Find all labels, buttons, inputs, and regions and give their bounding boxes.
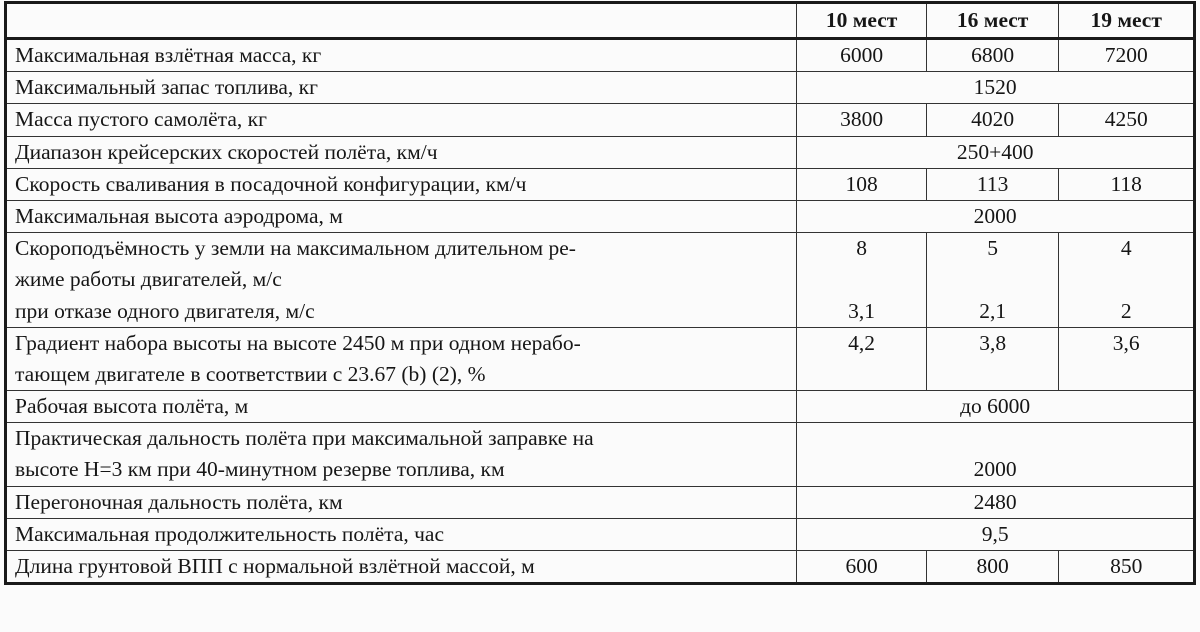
merged-value-line: 1520 xyxy=(973,75,1017,100)
table-row xyxy=(6,200,1195,232)
merged-value-line: 2000 xyxy=(973,203,1017,228)
merged-value xyxy=(797,518,1195,550)
parameter-label-line: Скорость сваливания в посадочной конфигурации, км/ч xyxy=(15,171,527,196)
merged-value-line: 250+400 xyxy=(956,139,1034,164)
header-10-seats: 10 мест xyxy=(797,3,927,39)
value-cell-line: 118 xyxy=(1110,171,1142,196)
merged-value xyxy=(797,423,1195,486)
value-cell xyxy=(1059,104,1195,136)
parameter-label-line: Максимальный запас топлива, кг xyxy=(15,75,318,100)
parameter-label-line: Максимальная высота аэродрома, м xyxy=(15,203,343,228)
value-cell-line: 7200 xyxy=(1104,43,1148,67)
value-cell-line: 2,1 xyxy=(979,298,1007,323)
table-row xyxy=(6,518,1195,550)
value-cell-line: 6800 xyxy=(971,43,1015,67)
merged-value-line: 9,5 xyxy=(981,521,1009,546)
value-cell xyxy=(797,168,927,200)
parameter-label xyxy=(6,327,797,390)
merged-value xyxy=(797,391,1195,423)
value-cell xyxy=(926,327,1059,390)
merged-value-line: до 6000 xyxy=(960,394,1031,419)
value-cell xyxy=(926,104,1059,136)
value-cell xyxy=(926,39,1059,72)
value-cell-line xyxy=(805,359,918,390)
table-row xyxy=(6,423,1195,486)
value-cell xyxy=(926,233,1059,328)
value-cell-line: 3800 xyxy=(840,107,884,132)
value-cell-line: 3,1 xyxy=(848,298,876,323)
parameter-label-line: тающем двигателе в соответствии с 23.67 (b) (2), % xyxy=(15,361,486,386)
merged-value-line xyxy=(805,423,1185,454)
header-16-seats: 16 мест xyxy=(926,3,1059,39)
table-row xyxy=(6,39,1195,72)
value-cell-line: 5 xyxy=(987,236,999,261)
parameter-label xyxy=(6,168,797,200)
merged-value xyxy=(797,136,1195,168)
parameter-label-line: Масса пустого самолёта, кг xyxy=(15,107,267,132)
parameter-label-line: Максимальная продолжительность полёта, час xyxy=(15,521,445,546)
table-row xyxy=(6,233,1195,328)
value-cell-line xyxy=(935,264,1051,295)
merged-value xyxy=(797,486,1195,518)
value-cell xyxy=(926,168,1059,200)
value-cell-line: 4,2 xyxy=(848,330,876,355)
value-cell xyxy=(797,551,927,584)
parameter-label-line: Рабочая высота полёта, м xyxy=(15,394,249,419)
header-parameter xyxy=(6,3,797,39)
value-cell-line: 2 xyxy=(1120,298,1132,323)
value-cell-line: 3,6 xyxy=(1112,330,1140,355)
parameter-label xyxy=(6,104,797,136)
parameter-label-line: Длина грунтовой ВПП с нормальной взлётной массой, м xyxy=(15,554,535,578)
table-row xyxy=(6,327,1195,390)
parameter-label xyxy=(6,233,797,328)
parameter-label xyxy=(6,72,797,104)
parameter-label-line: Практическая дальность полёта при максимальной заправке на xyxy=(15,426,594,451)
parameter-label-line: жиме работы двигателей, м/с xyxy=(15,267,282,292)
value-cell xyxy=(1059,233,1195,328)
value-cell xyxy=(926,551,1059,584)
value-cell-line xyxy=(1067,359,1185,390)
table-row xyxy=(6,551,1195,584)
parameter-label xyxy=(6,486,797,518)
value-cell-line: 108 xyxy=(845,171,878,196)
value-cell-line: 3,8 xyxy=(979,330,1007,355)
value-cell-line: 6000 xyxy=(840,43,884,67)
value-cell xyxy=(797,104,927,136)
value-cell xyxy=(797,39,927,72)
value-cell-line: 8 xyxy=(856,236,867,261)
merged-value xyxy=(797,200,1195,232)
value-cell xyxy=(1059,39,1195,72)
value-cell xyxy=(797,327,927,390)
value-cell-line: 113 xyxy=(976,171,1009,196)
parameter-label xyxy=(6,423,797,486)
parameter-label xyxy=(6,518,797,550)
value-cell xyxy=(797,233,927,328)
table-row xyxy=(6,72,1195,104)
value-cell-line xyxy=(805,264,918,295)
merged-value-line: 2000 xyxy=(973,457,1017,482)
parameter-label xyxy=(6,391,797,423)
value-cell-line xyxy=(1067,264,1185,295)
merged-value-line: 2480 xyxy=(973,489,1017,514)
parameter-label xyxy=(6,200,797,232)
parameter-label-line: при отказе одного двигателя, м/с xyxy=(15,298,315,323)
parameter-label-line: высоте H=3 км при 40-минутном резерве топлива, км xyxy=(15,457,505,482)
table-row xyxy=(6,104,1195,136)
header-row xyxy=(6,3,1195,39)
value-cell xyxy=(1059,327,1195,390)
table-row xyxy=(6,136,1195,168)
table-row xyxy=(6,168,1195,200)
value-cell-line xyxy=(935,359,1051,390)
parameter-label-line: Максимальная взлётная масса, кг xyxy=(15,43,322,67)
parameter-label xyxy=(6,39,797,72)
parameter-label-line: Градиент набора высоты на высоте 2450 м при одном нерабо- xyxy=(15,330,581,355)
value-cell-line: 4250 xyxy=(1104,107,1148,132)
aircraft-specs-table xyxy=(4,1,1196,585)
value-cell xyxy=(1059,551,1195,584)
value-cell-line: 600 xyxy=(845,554,878,578)
value-cell-line: 4020 xyxy=(971,107,1015,132)
value-cell-line: 4 xyxy=(1120,236,1132,261)
table-row xyxy=(6,391,1195,423)
header-19-seats: 19 мест xyxy=(1059,3,1195,39)
parameter-label xyxy=(6,136,797,168)
merged-value xyxy=(797,72,1195,104)
parameter-label-line: Скороподъёмность у земли на максимальном длительном ре- xyxy=(15,236,576,261)
parameter-label-line: Перегоночная дальность полёта, км xyxy=(15,489,343,514)
parameter-label xyxy=(6,551,797,584)
parameter-label-line: Диапазон крейсерских скоростей полёта, км/ч xyxy=(15,139,438,164)
value-cell xyxy=(1059,168,1195,200)
value-cell-line: 800 xyxy=(976,554,1009,578)
value-cell-line: 850 xyxy=(1110,554,1143,578)
table-row xyxy=(6,486,1195,518)
